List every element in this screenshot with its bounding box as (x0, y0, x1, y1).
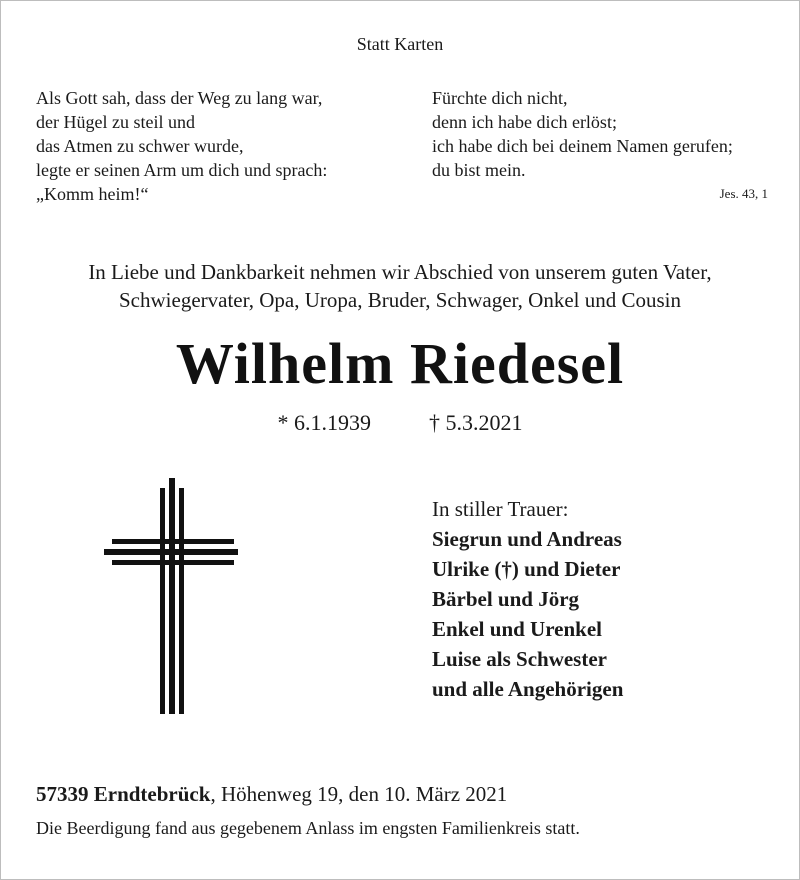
poem-right-line: du bist mein. (432, 160, 526, 180)
poem-left (36, 86, 327, 206)
poem-right (432, 86, 733, 182)
death-date: † 5.3.2021 (429, 410, 523, 435)
mourner-entry: Luise als Schwester (432, 647, 607, 671)
verse-reference: Jes. 43, 1 (719, 186, 768, 201)
poem-right-line: Fürchte dich nicht, (432, 88, 568, 108)
mourner-entry: Siegrun und Andreas (432, 527, 622, 551)
poem-left-line: der Hügel zu steil und (36, 112, 195, 132)
address-city: 57339 Erndtebrück (36, 782, 211, 806)
intro-text (0, 258, 800, 314)
life-dates (0, 410, 800, 436)
poem-left-line: das Atmen zu schwer wurde, (36, 136, 244, 156)
poem-left-line: legte er seinen Arm um dich und sprach: (36, 160, 328, 180)
latin-cross-icon (104, 478, 244, 723)
poem-right-line: denn ich habe dich erlöst; (432, 112, 617, 132)
poem-left-line: „Komm heim!“ (36, 184, 149, 204)
header-statt-karten: Statt Karten (356, 34, 444, 54)
address-line (36, 782, 507, 807)
poem-left-line: Als Gott sah, dass der Weg zu lang war, (36, 88, 323, 108)
mourner-entry: Ulrike (†) und Dieter (432, 557, 621, 581)
mourner-entry: und alle Angehörigen (432, 677, 624, 701)
mourner-entry: Enkel und Urenkel (432, 617, 602, 641)
mourners-heading: In stiller Trauer: (432, 497, 569, 521)
funeral-note: Die Beerdigung fand aus gegebenem Anlass im engsten Familienkreis statt. (36, 818, 580, 838)
mourners-block (432, 494, 623, 704)
deceased-name: Wilhelm Riedesel (175, 331, 625, 396)
intro-line: Schwiegervater, Opa, Uropa, Bruder, Schwager, Onkel und Cousin (119, 288, 681, 312)
address-street-date: , Höhenweg 19, den 10. März 2021 (210, 782, 508, 806)
poem-right-line: ich habe dich bei deinem Namen gerufen; (432, 136, 733, 156)
birth-date: * 6.1.1939 (277, 410, 371, 435)
intro-line: In Liebe und Dankbarkeit nehmen wir Abschied von unserem guten Vater, (88, 260, 712, 284)
mourner-entry: Bärbel und Jörg (432, 587, 580, 611)
